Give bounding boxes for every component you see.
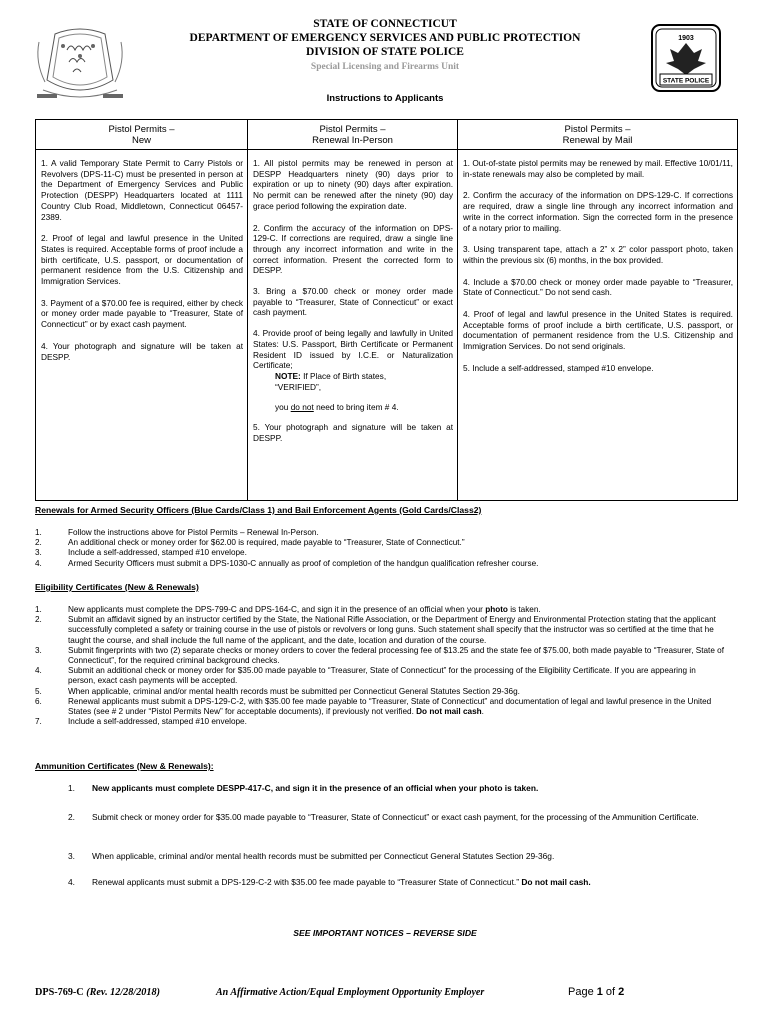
form-number: DPS-769-C (Rev. 12/28/2018) [35, 987, 160, 998]
document-title: Instructions to Applicants [326, 93, 444, 104]
armed-officers-list [35, 528, 725, 569]
renewal-in-person-cell [248, 150, 458, 501]
list-item: 1. Follow the instructions above for Pistol Permits – Renewal In-Person. [35, 528, 319, 537]
list-item: 3. Using transparent tape, attach a 2” x 2” color passport photo, taken within the previous six (6) months, in the box provided. [463, 244, 733, 265]
list-item: 4. Your photograph and signature will be taken at DESPP. [41, 340, 243, 362]
list-item: 4. Provide proof of being legally and lawfully in United States: U.S. Passport, Birth Certificate or Permanent Resident ID issued by I.C.E. or Naturalization Certificate; [253, 328, 453, 371]
column-header-renewal-in-person: Pistol Permits – Renewal In-Person [248, 120, 458, 150]
list-item: 5. Include a self-addressed, stamped #10 envelope. [463, 362, 654, 373]
list-item: 4. Include a $70.00 check or money order made payable to “Treasurer, State of Connecticut.” Do not send cash. [463, 276, 733, 298]
verified-note: “VERIFIED”, [275, 381, 322, 392]
employer-statement: An Affirmative Action/Equal Employment Opportunity Employer [216, 987, 485, 998]
header-department: DEPARTMENT OF EMERGENCY SERVICES AND PUBLIC PROTECTION [189, 32, 581, 44]
list-item: 1. A valid Temporary State Permit to Carry Pistols or Revolvers (DPS-11-C) must be presented in person at the Department of Emergency Services and Public Protection (DESPP) Headquarters located at 1111 Country Club Road, Middletown, Connecticut 06457-2389. [41, 158, 243, 222]
list-item: 6. Renewal applicants must submit a DPS-129-C-2, with $35.00 fee made payable to “Treasurer, State of Connecticut” and documentation of legal and lawful presence in the United States (see # 2 under “Pistol Permits New” for acceptable documents), if previously not verified. Do not mail cash. [35, 696, 712, 717]
header-state: STATE OF CONNECTICUT [313, 18, 457, 30]
list-item: 4. Proof of legal and lawful presence in the United States is required. Acceptable forms of proof include a birth certificate, U.S. passport, or documentation of permanent residence from the U.S. Citizenship and Immigration Services. Do not send originals. [463, 309, 733, 352]
list-item: 5. When applicable, criminal and/or mental health records must be submitted per Connecticut General Statutes Section 29-36g. [35, 686, 520, 696]
eligibility-heading: Eligibility Certificates (New & Renewals) [35, 582, 199, 592]
state-police-badge [650, 23, 722, 93]
armed-officers-heading: Renewals for Armed Security Officers (Blue Cards/Class 1) and Bail Enforcement Agents (Gold Cards/Class2) [35, 505, 482, 515]
list-item: 5. Your photograph and signature will be taken at DESPP. [253, 422, 453, 443]
permits-table [35, 119, 738, 501]
list-item: 1. All pistol permits may be renewed in person at DESPP Headquarters ninety (90) days prior to expiration or up to ninety (90) days after expiration. No permit can be renewed after the ninety (90) day grace period following the expiration date. [253, 158, 453, 211]
list-item: 7. Include a self-addressed, stamped #10 envelope. [35, 717, 247, 727]
ammunition-heading: Ammunition Certificates (New & Renewals): [35, 761, 214, 771]
list-item: 2. Confirm the accuracy of the information on DPS-129-C. If corrections are required, draw a single line through any incorrect information and write in the correct information. Present the corrected form to DESPP. [253, 222, 453, 276]
list-item: 4. Armed Security Officers must submit a DPS-1030-C annually as proof of completion of the handgun qualification refresher course. [35, 558, 539, 568]
renewal-by-mail-cell [458, 150, 738, 501]
new-permit-cell [36, 150, 248, 501]
connecticut-state-seal [33, 22, 128, 104]
column-header-renewal-by-mail: Pistol Permits – Renewal by Mail [458, 120, 738, 150]
column-header-new: Pistol Permits – New [36, 120, 248, 150]
badge-year: 1903 [678, 35, 694, 42]
list-item: 2. Proof of legal and lawful presence in the United States is required. Acceptable forms of proof include a birth certificate, U.S. passport, or documentation of permanent residence from the U.S. Citizenship and Immigration Services. [41, 233, 243, 287]
list-item: 2. Confirm the accuracy of the information on DPS-129-C. If corrections are required, draw a single line through any incorrect information and write in the correct information. Sign the corrected form in the presence of a notary prior to mailing. [463, 190, 733, 233]
list-item: 1. Out-of-state pistol permits may be renewed by mail. Effective 10/01/11, in-state renewals may also be completed by mail. [463, 158, 733, 179]
list-item: 1. New applicants must complete the DPS-799-C and DPS-164-C, and sign it in the presence of an official when your photo is taken. [35, 605, 541, 614]
list-item: 3. Payment of a $70.00 fee is required, either by check or money order made payable to “Treasurer, State of Connecticut” or by exact cash payment. [41, 297, 243, 330]
list-item: 4. Submit an additional check or money order for $35.00 made payable to “Treasurer, State of Connecticut” for the processing of the Eligibility Certificate. If you are appearing in person, exact cash payments will be accepted. [35, 666, 696, 686]
list-item: 2. An additional check or money order for $62.00 is required, made payable to “Treasurer, State of Connecticut.” [35, 538, 465, 548]
list-item: 3. Bring a $70.00 check or money order made payable to “Treasurer, State of Connecticut” or exact cash payment. [253, 286, 453, 318]
page-indicator: Page 1 of 2 [568, 986, 625, 998]
header-unit: Special Licensing and Firearms Unit [310, 62, 460, 72]
list-item: 2. Submit an affidavit signed by an instructor certified by the State, the National Rifle Association, or the Department of Energy and Environmental Protection stating that the applicant successfully completed a safety or training course in the use of pistols or revolvers or long guns. Such statement shall specify that the instructor was so certified at the time that he taught the course, and shall include the full name of the applicant, and the date, location and duration of the course. [35, 615, 716, 645]
eligibility-list [35, 605, 725, 727]
reverse-side-notice: SEE IMPORTANT NOTICES – REVERSE SIDE [293, 928, 477, 938]
list-item: 3. Submit fingerprints with two (2) separate checks or money orders to cover the federal processing fee of $13.25 and the state fee of $75.00, both made payable to “Treasurer, State of Connecticut”, for the required criminal background checks. [35, 645, 724, 666]
list-item: 3. Include a self-addressed, stamped #10 envelope. [35, 548, 247, 558]
header-division: DIVISION OF STATE POLICE [306, 46, 464, 58]
item-four-note: you do not need to bring item # 4. [275, 402, 399, 413]
badge-text: STATE POLICE [662, 77, 710, 85]
birth-place-note: NOTE: If Place of Birth states, [275, 370, 387, 381]
